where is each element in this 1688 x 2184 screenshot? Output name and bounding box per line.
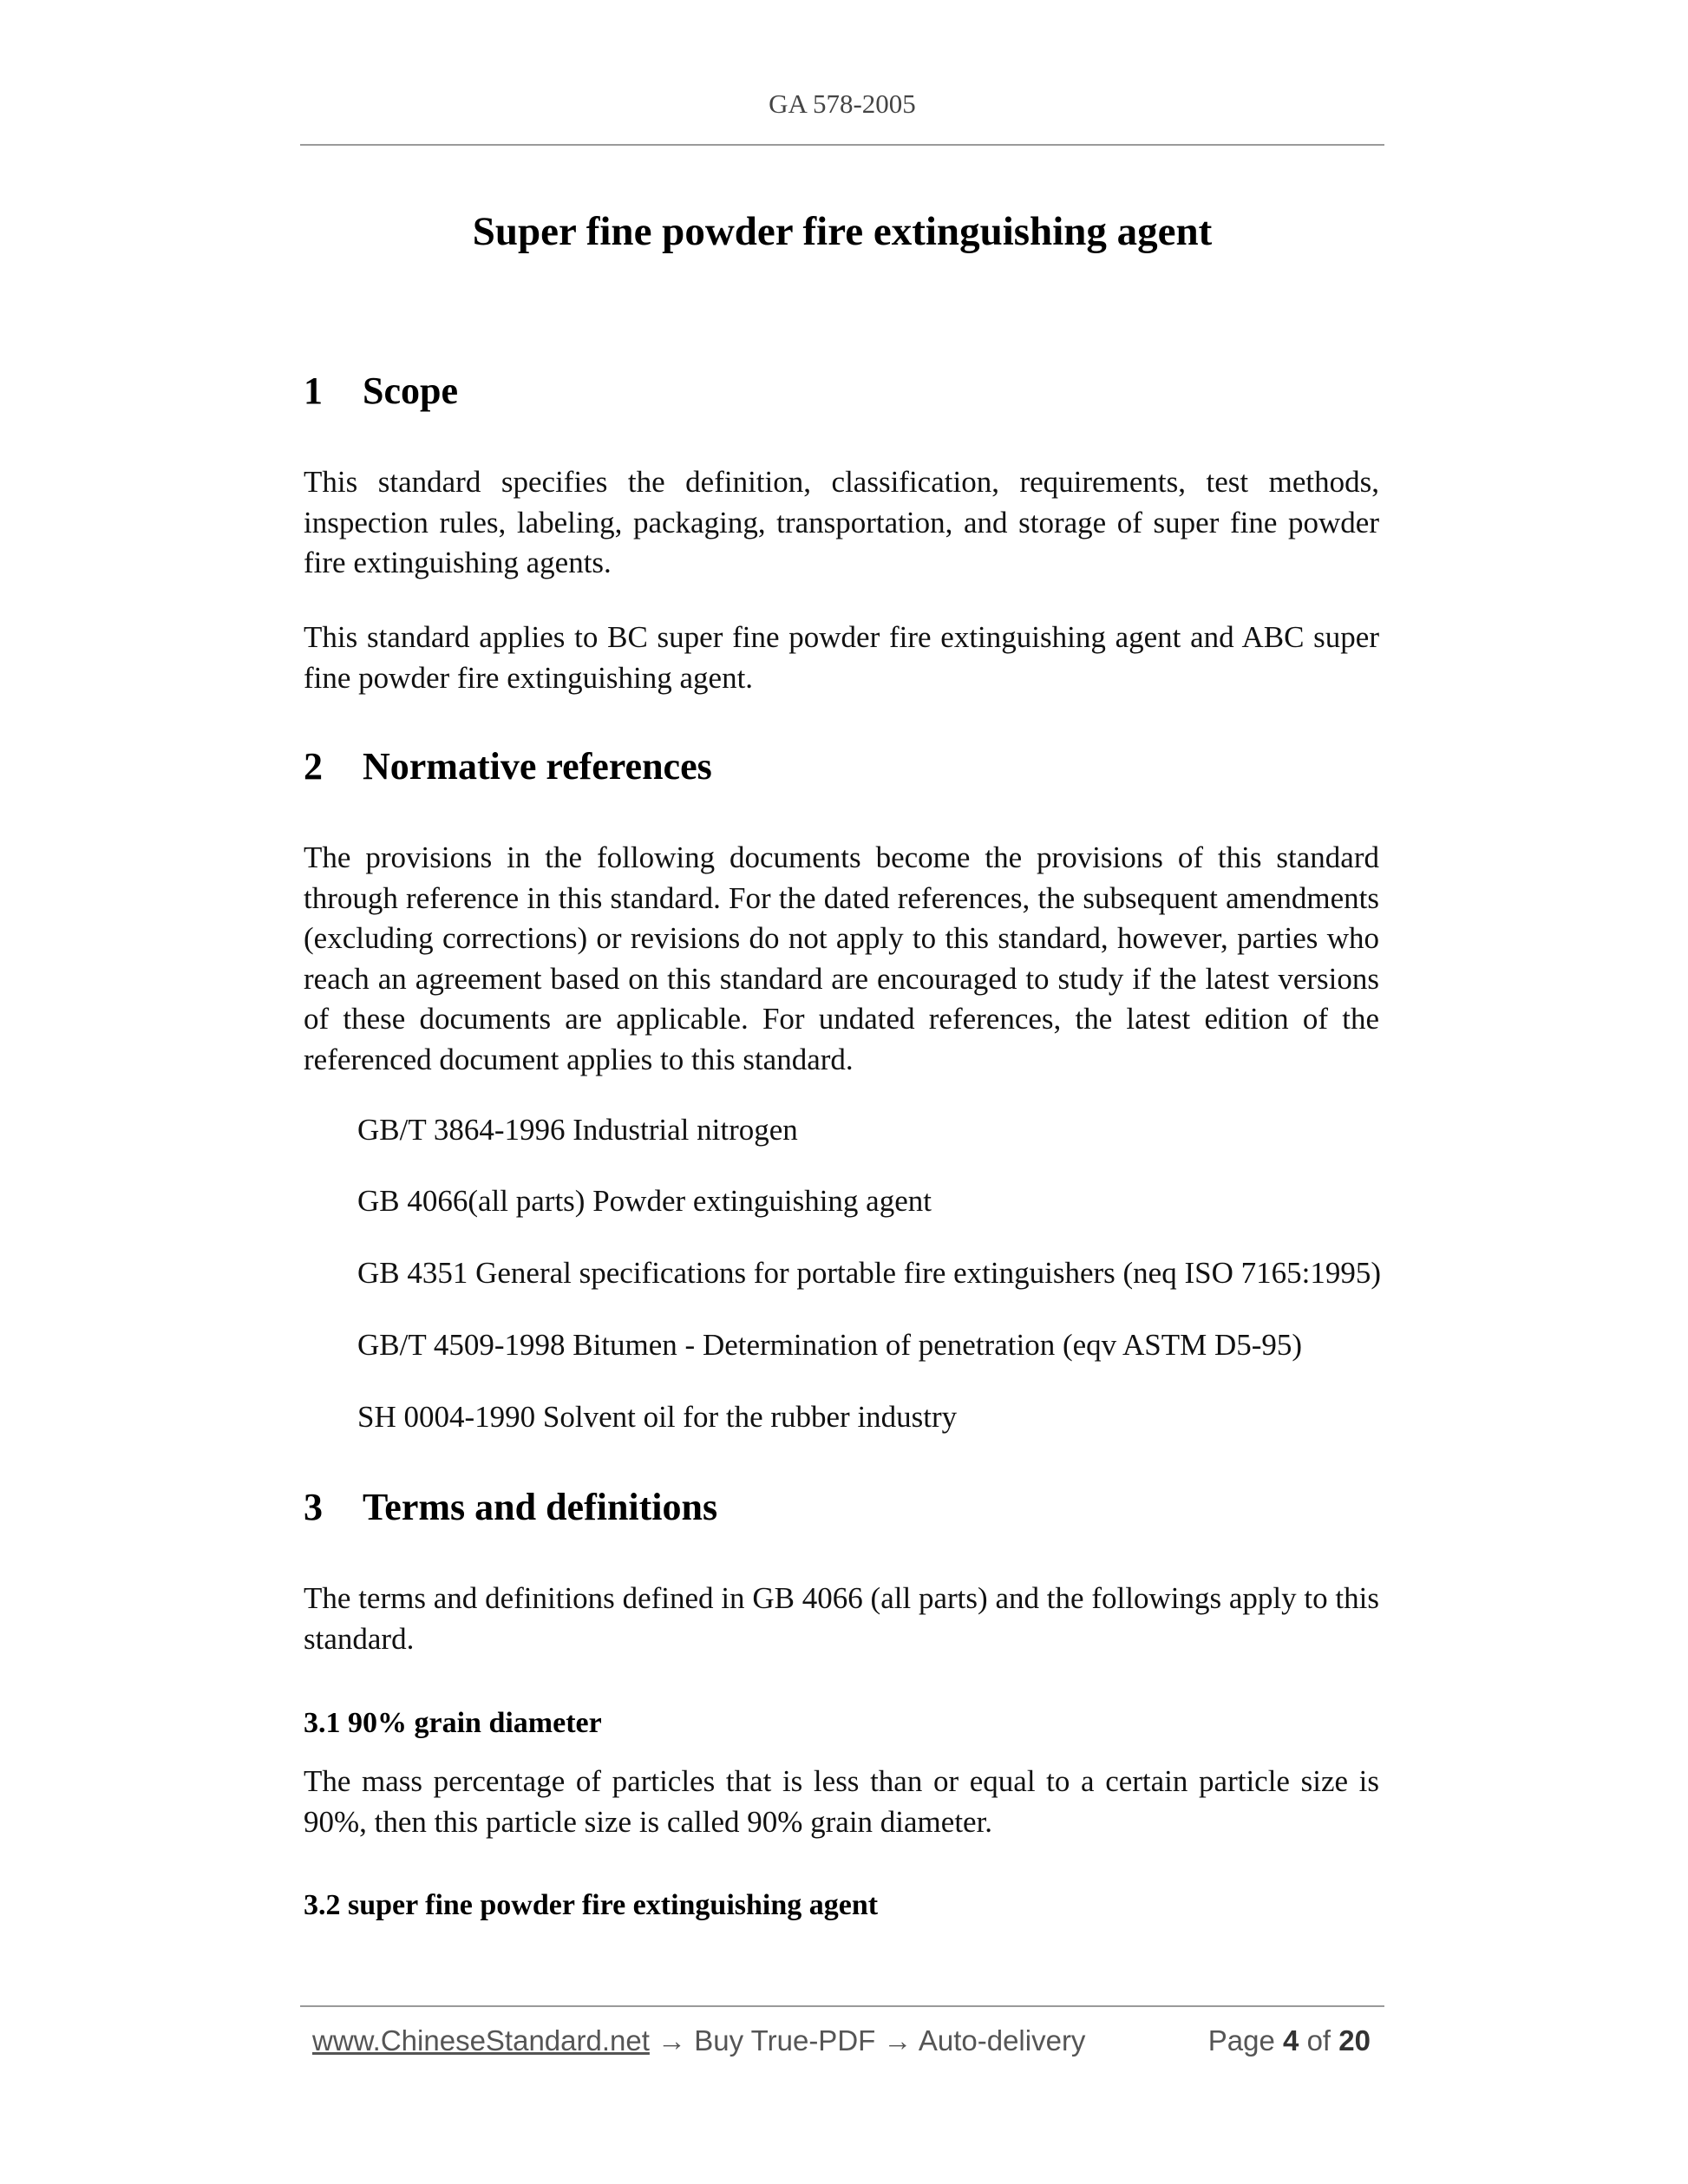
reference-item: GB/T 3864-1996 Industrial nitrogen bbox=[357, 1113, 798, 1147]
delivery-text: Auto-delivery bbox=[918, 2024, 1086, 2056]
page-indicator bbox=[1208, 2024, 1371, 2057]
page-footer bbox=[312, 2024, 1371, 2063]
terms-intro-paragraph: The terms and definitions defined in GB 4066 (all parts) and the followings apply to this standard. bbox=[304, 1581, 1379, 1656]
buy-text: Buy True-PDF bbox=[694, 2024, 876, 2056]
section-title: Normative references bbox=[363, 745, 712, 788]
document-title: Super fine powder fire extinguishing agent bbox=[472, 209, 1213, 254]
arrow-icon: → bbox=[658, 2024, 687, 2056]
reference-item: GB 4351 General specifications for portable fire extinguishers (neq ISO 7165:1995) bbox=[357, 1256, 1381, 1290]
running-header: GA 578-2005 bbox=[769, 88, 916, 119]
subsection-3-1-text: The mass percentage of particles that is less than or equal to a certain particle size is 90%, then this particle size is called 90% grain diameter. bbox=[304, 1764, 1379, 1839]
subsection-3-1-heading: 3.1 90% grain diameter bbox=[304, 1707, 602, 1739]
section-title: Terms and definitions bbox=[363, 1486, 718, 1528]
subsection-3-2-heading: 3.2 super fine powder fire extinguishing agent bbox=[304, 1889, 879, 1921]
scope-paragraph-2: This standard applies to BC super fine powder fire extinguishing agent and ABC super fine powder fire extinguishing agent. bbox=[304, 620, 1379, 695]
header-rule bbox=[300, 144, 1384, 146]
section-title: Scope bbox=[363, 369, 458, 412]
section-1-heading bbox=[304, 369, 458, 413]
references-intro-paragraph: The provisions in the following documents become the provisions of this standard through reference in this standard. For the dated references, the subsequent amendments (excluding corrections) or revisions do not apply to this standard, however, parties who reach an agreement based on this standard are encouraged to study if the latest versions of these documents are applicable. For undated references, the latest edition of the referenced document applies to this standard. bbox=[304, 840, 1379, 1076]
page-label: Page bbox=[1207, 2024, 1275, 2056]
section-number: 3 bbox=[304, 1486, 323, 1528]
of-label: of bbox=[1306, 2024, 1331, 2056]
scope-paragraph-1: This standard specifies the definition, classification, requirements, test methods, inspection rules, labeling, packaging, transportation, and storage of super fine powder fire extinguishing agents. bbox=[304, 465, 1379, 579]
section-number: 1 bbox=[304, 369, 323, 412]
section-3-heading bbox=[304, 1485, 717, 1529]
section-2-heading bbox=[304, 744, 712, 788]
footer-rule bbox=[300, 2005, 1384, 2007]
reference-item: SH 0004-1990 Solvent oil for the rubber industry bbox=[357, 1400, 958, 1434]
reference-item: GB/T 4509-1998 Bitumen - Determination of penetration (eqv ASTM D5-95) bbox=[357, 1328, 1303, 1362]
arrow-icon: → bbox=[883, 2024, 913, 2056]
website-link[interactable]: www.ChineseStandard.net bbox=[312, 2024, 650, 2056]
footer-promo bbox=[312, 2024, 1085, 2057]
page-number: 4 bbox=[1283, 2024, 1299, 2056]
reference-item: GB 4066(all parts) Powder extinguishing agent bbox=[357, 1184, 932, 1218]
section-number: 2 bbox=[304, 745, 323, 788]
total-pages: 20 bbox=[1338, 2024, 1371, 2056]
